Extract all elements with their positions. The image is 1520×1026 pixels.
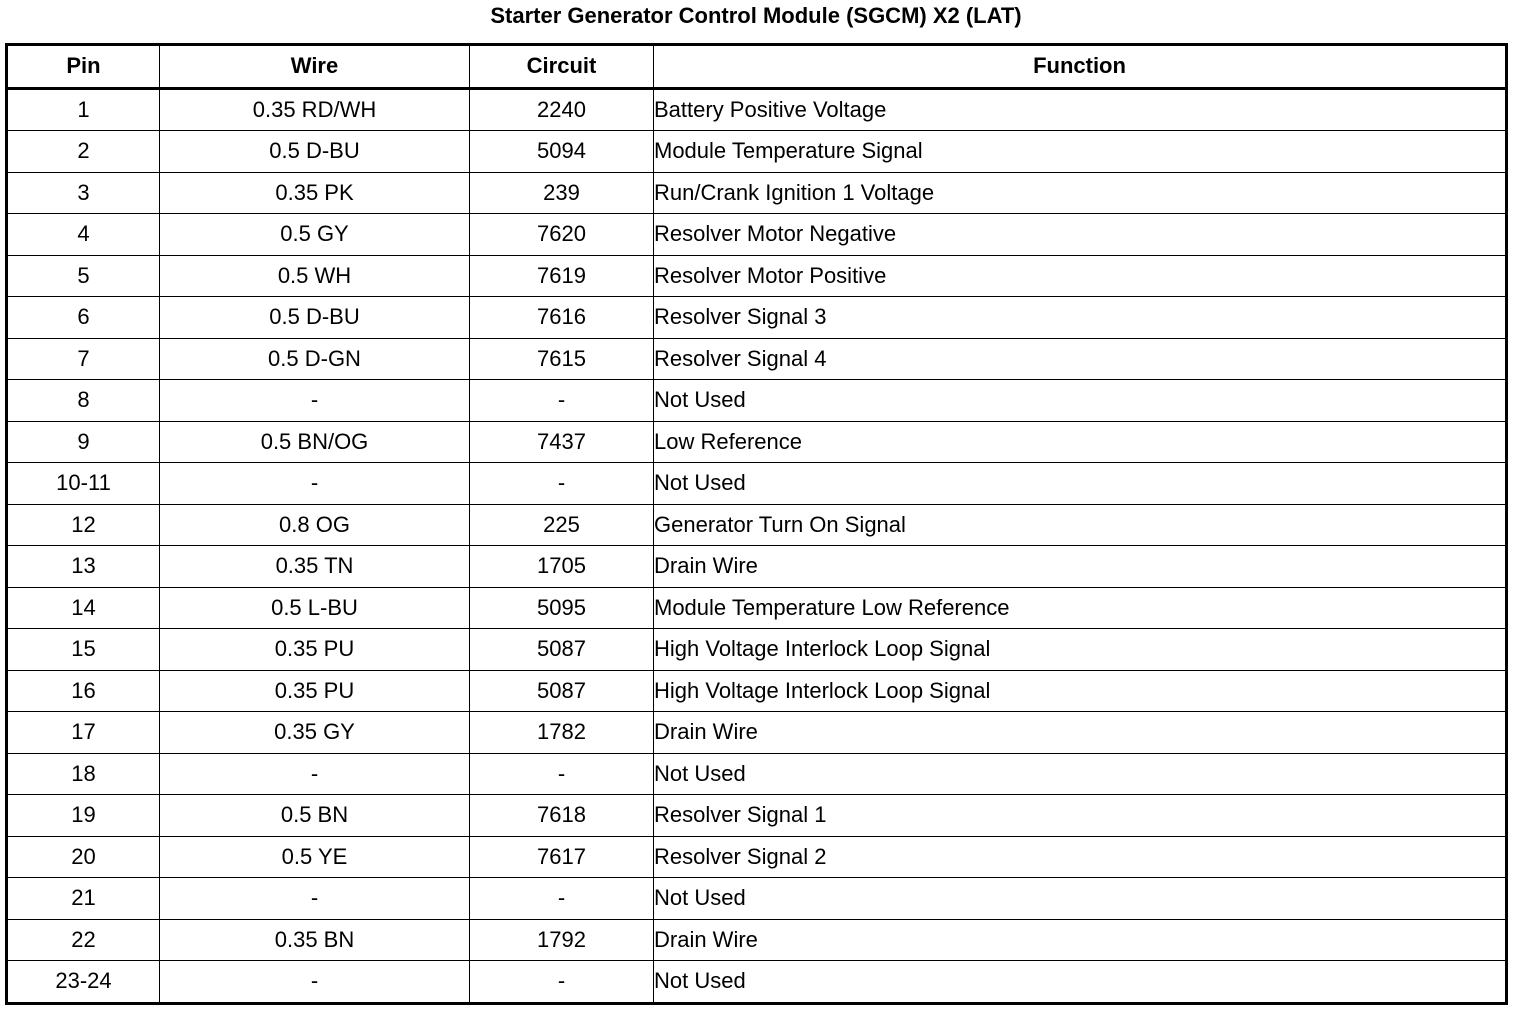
cell-circuit: 5087 [470, 629, 654, 671]
cell-function: Not Used [654, 878, 1507, 920]
table-row [7, 961, 1507, 1004]
cell-wire: - [160, 878, 470, 920]
cell-wire: - [160, 961, 470, 1004]
cell-pin: 8 [7, 380, 160, 422]
table-row [7, 255, 1507, 297]
cell-function: Resolver Signal 3 [654, 297, 1507, 339]
table-row [7, 88, 1507, 131]
table-row [7, 421, 1507, 463]
cell-circuit: 1782 [470, 712, 654, 754]
cell-circuit: 7619 [470, 255, 654, 297]
cell-pin: 21 [7, 878, 160, 920]
header-row [7, 45, 1507, 89]
cell-function: Drain Wire [654, 546, 1507, 588]
cell-pin: 3 [7, 172, 160, 214]
header-wire: Wire [160, 45, 470, 89]
table-row [7, 214, 1507, 256]
cell-wire: 0.5 D-BU [160, 297, 470, 339]
cell-pin: 22 [7, 919, 160, 961]
cell-function: Not Used [654, 463, 1507, 505]
cell-circuit: 5094 [470, 131, 654, 173]
cell-wire: 0.5 D-GN [160, 338, 470, 380]
cell-pin: 4 [7, 214, 160, 256]
cell-wire: 0.35 PU [160, 629, 470, 671]
cell-pin: 16 [7, 670, 160, 712]
cell-pin: 9 [7, 421, 160, 463]
cell-wire: 0.5 BN/OG [160, 421, 470, 463]
cell-wire: - [160, 753, 470, 795]
cell-circuit: 5087 [470, 670, 654, 712]
cell-function: Not Used [654, 961, 1507, 1004]
cell-pin: 19 [7, 795, 160, 837]
cell-wire: 0.5 GY [160, 214, 470, 256]
table-row [7, 878, 1507, 920]
cell-function: Module Temperature Low Reference [654, 587, 1507, 629]
cell-wire: - [160, 380, 470, 422]
cell-pin: 10-11 [7, 463, 160, 505]
cell-pin: 14 [7, 587, 160, 629]
cell-pin: 7 [7, 338, 160, 380]
cell-function: Resolver Signal 1 [654, 795, 1507, 837]
cell-circuit: 7620 [470, 214, 654, 256]
cell-circuit: 7618 [470, 795, 654, 837]
cell-wire: 0.5 L-BU [160, 587, 470, 629]
cell-function: Battery Positive Voltage [654, 88, 1507, 131]
connector-pinout-table [5, 43, 1508, 1005]
cell-wire: 0.5 BN [160, 795, 470, 837]
cell-pin: 12 [7, 504, 160, 546]
cell-circuit: - [470, 380, 654, 422]
cell-pin: 1 [7, 88, 160, 131]
cell-circuit: 5095 [470, 587, 654, 629]
table-row [7, 587, 1507, 629]
cell-function: Drain Wire [654, 919, 1507, 961]
cell-circuit: 1792 [470, 919, 654, 961]
cell-circuit: 1705 [470, 546, 654, 588]
cell-function: High Voltage Interlock Loop Signal [654, 670, 1507, 712]
table-row [7, 131, 1507, 173]
cell-circuit: 7615 [470, 338, 654, 380]
table-row [7, 380, 1507, 422]
cell-pin: 20 [7, 836, 160, 878]
cell-pin: 18 [7, 753, 160, 795]
table-row [7, 712, 1507, 754]
cell-wire: 0.35 TN [160, 546, 470, 588]
cell-function: Run/Crank Ignition 1 Voltage [654, 172, 1507, 214]
cell-function: Generator Turn On Signal [654, 504, 1507, 546]
cell-wire: 0.5 WH [160, 255, 470, 297]
cell-function: Resolver Signal 4 [654, 338, 1507, 380]
cell-pin: 13 [7, 546, 160, 588]
table-body [7, 88, 1507, 1003]
header-function: Function [654, 45, 1507, 89]
table-row [7, 297, 1507, 339]
cell-wire: 0.5 D-BU [160, 131, 470, 173]
cell-circuit: - [470, 961, 654, 1004]
table-row [7, 753, 1507, 795]
cell-circuit: 7616 [470, 297, 654, 339]
table-row [7, 338, 1507, 380]
cell-wire: 0.35 RD/WH [160, 88, 470, 131]
table-row [7, 504, 1507, 546]
cell-circuit: 7437 [470, 421, 654, 463]
cell-wire: 0.35 PK [160, 172, 470, 214]
header-circuit: Circuit [470, 45, 654, 89]
table-row [7, 795, 1507, 837]
cell-pin: 23-24 [7, 961, 160, 1004]
cell-pin: 6 [7, 297, 160, 339]
cell-wire: 0.35 BN [160, 919, 470, 961]
cell-wire: - [160, 463, 470, 505]
table-row [7, 629, 1507, 671]
cell-circuit: 7617 [470, 836, 654, 878]
cell-circuit: 225 [470, 504, 654, 546]
cell-function: Not Used [654, 380, 1507, 422]
cell-pin: 5 [7, 255, 160, 297]
table-row [7, 836, 1507, 878]
table-title: Starter Generator Control Module (SGCM) X2 (LAT) [490, 3, 1022, 28]
cell-circuit: - [470, 753, 654, 795]
cell-function: Not Used [654, 753, 1507, 795]
cell-function: Resolver Signal 2 [654, 836, 1507, 878]
cell-circuit: - [470, 878, 654, 920]
cell-wire: 0.8 OG [160, 504, 470, 546]
table-row [7, 670, 1507, 712]
cell-function: Resolver Motor Negative [654, 214, 1507, 256]
cell-pin: 17 [7, 712, 160, 754]
cell-function: Low Reference [654, 421, 1507, 463]
table-header [7, 45, 1507, 89]
table-row [7, 919, 1507, 961]
cell-pin: 2 [7, 131, 160, 173]
table-row [7, 546, 1507, 588]
table-row [7, 463, 1507, 505]
cell-function: Module Temperature Signal [654, 131, 1507, 173]
cell-wire: 0.5 YE [160, 836, 470, 878]
header-pin: Pin [7, 45, 160, 89]
cell-wire: 0.35 PU [160, 670, 470, 712]
table-row [7, 172, 1507, 214]
cell-pin: 15 [7, 629, 160, 671]
cell-function: Resolver Motor Positive [654, 255, 1507, 297]
cell-circuit: 239 [470, 172, 654, 214]
cell-function: High Voltage Interlock Loop Signal [654, 629, 1507, 671]
cell-circuit: 2240 [470, 88, 654, 131]
cell-wire: 0.35 GY [160, 712, 470, 754]
cell-function: Drain Wire [654, 712, 1507, 754]
cell-circuit: - [470, 463, 654, 505]
